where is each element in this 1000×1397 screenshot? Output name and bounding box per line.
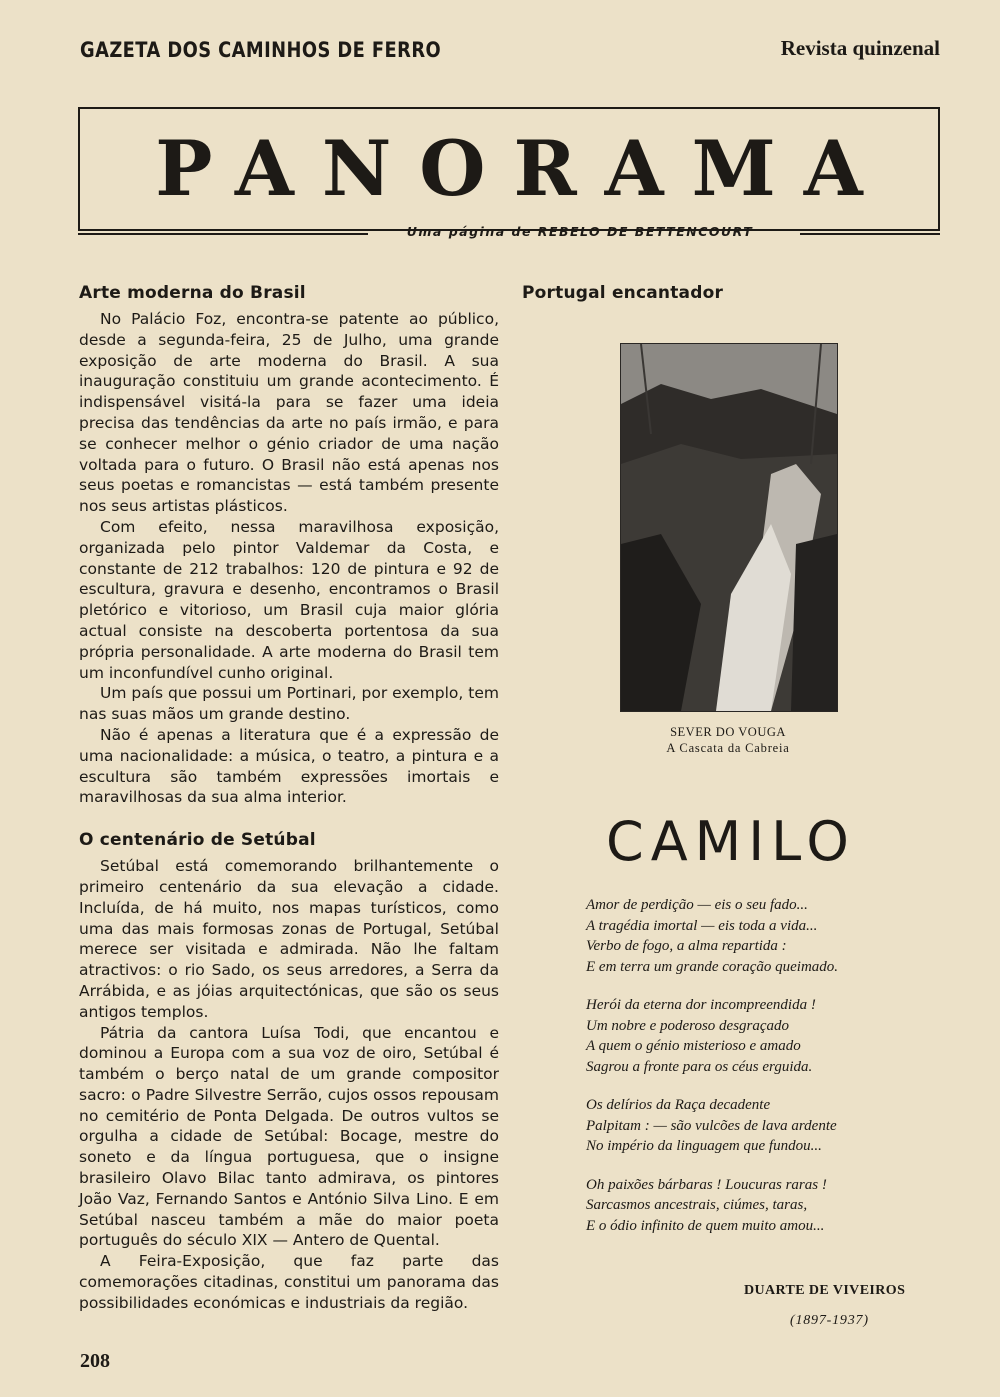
poem-line: Sagrou a fronte para os céus erguida. bbox=[586, 1058, 813, 1075]
byline-rule-right bbox=[800, 233, 940, 235]
article-paragraph: Não é apenas a literatura que é a expressão de uma nacionalidade: a música, o teatro, a pintura e a escultura são também expressões imortais e maravilhosas da sua alma interior. bbox=[79, 725, 499, 807]
title-frame bbox=[78, 107, 940, 231]
section-heading-brasil: Arte moderna do Brasil bbox=[79, 283, 306, 303]
poem-line: E o ódio infinito de quem muito amou... bbox=[586, 1217, 825, 1234]
poem-line: Oh paixões bárbaras ! Loucuras raras ! bbox=[586, 1176, 827, 1193]
poem-stanza bbox=[586, 1175, 946, 1237]
poem-line: Palpitam : — são vulcões de lava ardente bbox=[586, 1117, 837, 1134]
article-paragraph: No Palácio Foz, encontra-se patente ao público, desde a segunda-feira, 25 de Julho, uma grande exposição de arte moderna do Brasil. A sua inauguração constituiu um grande acontecimento. É indispensável visitá-la para se fazer uma ideia precisa das tendências da arte no país irmão, e para se conhecer melhor o génio criador de uma nação voltada para o futuro. O Brasil não está apenas nos seus poetas e romancistas — está também presente nos seus artistas plásticos. bbox=[79, 310, 499, 516]
article-paragraph: Com efeito, nessa maravilhosa exposição, organizada pelo pintor Valdemar da Costa, e constante de 212 trabalhos: 120 de pintura e 92 de escultura, gravura e desenho, encontramos o Brasil pletórico e vitorioso, um Brasil cuja maior glória actual consiste na descoberta portentosa da sua própria personalidade. A arte moderna do Brasil tem um inconfundível cunho original. bbox=[79, 517, 499, 682]
article-paragraph: Um país que possui um Portinari, por exemplo, tem nas suas mãos um grande destino. bbox=[79, 684, 499, 724]
poem-author: DUARTE DE VIVEIROS bbox=[744, 1283, 906, 1298]
poem-line: E em terra um grande coração queimado. bbox=[586, 958, 839, 975]
poem-line: Herói da eterna dor incompreendida ! bbox=[586, 997, 816, 1013]
poem bbox=[586, 895, 946, 1254]
poem-line: A tragédia imortal — eis toda a vida... bbox=[586, 917, 818, 934]
poem-title: CAMILO bbox=[606, 810, 856, 873]
section-heading-portugal: Portugal encantador bbox=[522, 283, 724, 303]
photo-caption-place: SEVER DO VOUGA bbox=[670, 725, 786, 739]
poem-author-dates: (1897-1937) bbox=[790, 1313, 869, 1328]
poem-line: Verbo de fogo, a alma repartida : bbox=[586, 938, 787, 954]
photo-caption-subject: A Cascata da Cabreia bbox=[666, 741, 790, 755]
article-paragraph: Setúbal está comemorando brilhantemente o primeiro centenário da sua elevação a cidade. Incluída, de há muito, nos mapas turísticos, como uma das mais formosas zonas de Portugal, Setúbal merece ser visitada e admirada. Não lhe faltam atractivos: o rio Sado, os seus arredores, a Serra da Arrábida, e as jóias arquitectónicas, que são os seus antigos templos. bbox=[79, 857, 499, 1021]
article-paragraph: A Feira-Exposição, que faz parte das comemorações citadinas, constitui um panorama das possibilidades económicas e industriais da região. bbox=[79, 1252, 499, 1312]
section-heading-setubal: O centenário de Setúbal bbox=[79, 830, 316, 851]
right-column bbox=[522, 283, 942, 1328]
waterfall-photo-illustration bbox=[621, 344, 837, 711]
poem-line: Os delírios da Raça decadente bbox=[586, 1097, 771, 1113]
publication-title: GAZETA DOS CAMINHOS DE FERRO bbox=[80, 38, 442, 62]
poem-line: Sarcasmos ancestrais, ciúmes, taras, bbox=[586, 1197, 808, 1213]
waterfall-photo bbox=[620, 343, 838, 712]
page-number: 208 bbox=[80, 1350, 110, 1372]
poem-line: Um nobre e poderoso desgraçado bbox=[586, 1017, 790, 1034]
publication-frequency: Revista quinzenal bbox=[780, 36, 940, 60]
page-title: PANORAMA bbox=[155, 124, 891, 213]
byline-row bbox=[78, 224, 940, 242]
byline-rule-left bbox=[78, 233, 368, 235]
poem-line: A quem o génio misterioso e amado bbox=[586, 1038, 801, 1054]
poem-line: Amor de perdição — eis o seu fado... bbox=[586, 897, 808, 913]
byline: Uma página de REBELO DE BETTENCOURT bbox=[406, 224, 754, 239]
poem-stanza bbox=[586, 995, 946, 1077]
poem-stanza bbox=[586, 1095, 946, 1157]
left-column bbox=[79, 283, 499, 1314]
article-paragraph: Pátria da cantora Luísa Todi, que encantou e dominou a Europa com a sua voz de oiro, Setúbal é também o berço natal de um grande compositor sacro: o Padre Silvestre Serrão, cujos ossos repousam no cemitério de Ponta Delgada. De outros vultos se orgulha a cidade de Setúbal: Bocage, mestre do soneto e da língua portuguesa, que o insigne brasileiro Olavo Bilac tanto admirava, os pintores João Vaz, Fernando Santos e António Silva Lino. E em Setúbal nasceu também a mãe do maior poeta português do século XIX — Antero de Quental. bbox=[79, 1023, 499, 1250]
poem-stanza bbox=[586, 895, 946, 977]
poem-line: No império da linguagem que fundou... bbox=[586, 1138, 822, 1154]
